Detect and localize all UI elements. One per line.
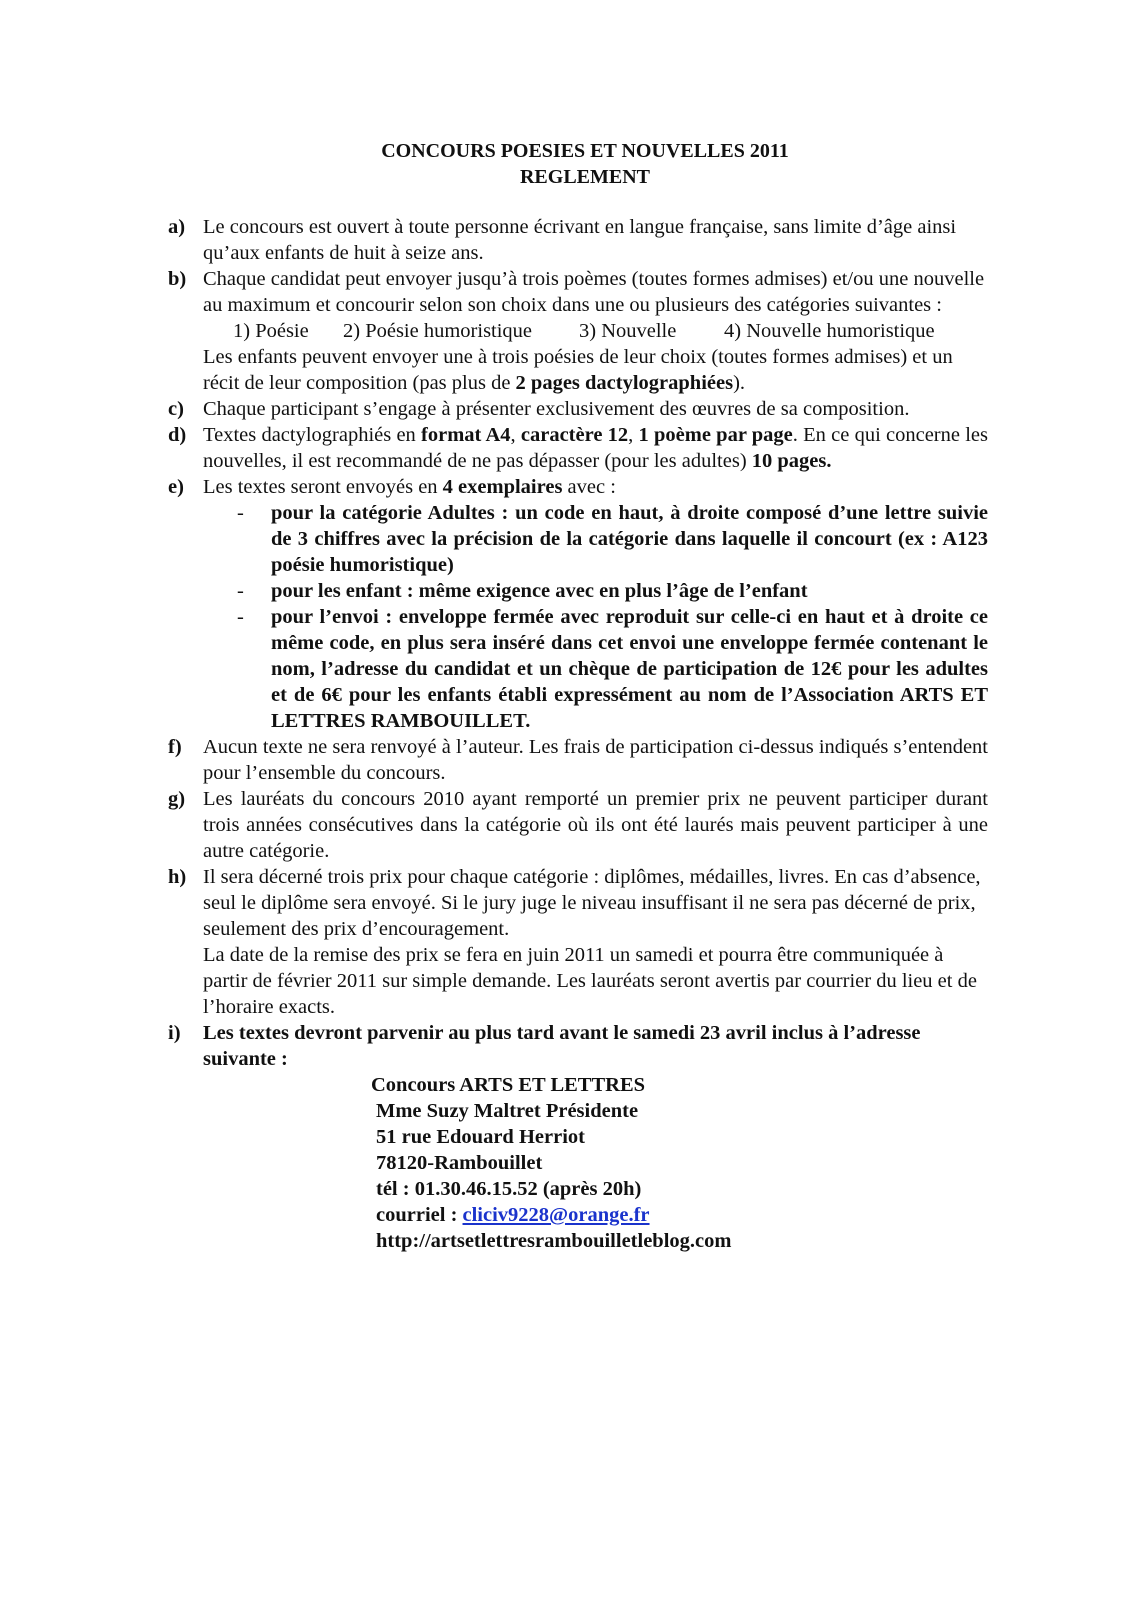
text-part: Textes dactylographiés en (203, 424, 416, 446)
text-part: . En ce qui concerne les nouvelles, il est recommandé de ne pas dépasser (pour les adultes) (203, 424, 988, 472)
poem-per-page-bold: 1 poème par page (638, 424, 793, 446)
rule-label: h) (168, 866, 187, 888)
bullet-item (203, 604, 988, 734)
rule-b (168, 266, 988, 396)
rule-text: Chaque participant s’engage à présenter exclusivement des œuvres de sa composition. (203, 398, 910, 420)
rule-label: a) (168, 216, 186, 238)
rule-text: Les lauréats du concours 2010 ayant remporté un premier prix ne peuvent participer durant trois années consécutives dans la catégorie où ils ont été laurés mais peuvent participer à une autre catégorie. (203, 788, 988, 862)
rule-a (168, 214, 988, 266)
rule-text: Le concours est ouvert à toute personne écrivant en langue française, sans limite d’âge ainsi qu’aux enfants de huit à seize ans. (203, 216, 957, 264)
children-bold: 2 pages dactylographiées (515, 372, 734, 394)
rule-label: i) (168, 1022, 181, 1044)
email-line (371, 1202, 988, 1228)
document-subtitle: REGLEMENT (519, 166, 651, 188)
rule-text: Il sera décerné trois prix pour chaque catégorie : diplômes, médailles, livres. En cas d’absence, seul le diplôme sera envoyé. Si le jury juge le niveau insuffisant il ne sera pas décerné de prix, seulement des prix d’encouragement. (203, 866, 981, 940)
dash-marker: - (237, 502, 244, 524)
rule-g (168, 786, 988, 864)
comma: , (628, 424, 634, 446)
category-list (203, 318, 988, 344)
email-label: courriel : (376, 1204, 458, 1226)
category-item: 4) Nouvelle humoristique (724, 320, 935, 342)
email-link[interactable]: cliciv9228@orange.fr (462, 1204, 650, 1226)
copies-bold: 4 exemplaires (442, 476, 563, 498)
website-line: http://artsetlettresrambouilletleblog.com (376, 1230, 732, 1252)
rule-h (168, 864, 988, 1020)
dash-marker: - (237, 606, 244, 628)
rule-label: f) (168, 736, 182, 758)
rule-i (168, 1020, 988, 1254)
rule-text: Chaque candidat peut envoyer jusqu’à trois poèmes (toutes formes admises) et/ou une nouvelle au maximum et concourir selon son choix dans une ou plusieurs des catégories suivantes : (203, 268, 985, 316)
rule-label: d) (168, 424, 187, 446)
rule-label: g) (168, 788, 186, 810)
rule-d (168, 422, 988, 474)
rule-f (168, 734, 988, 786)
comma: , (510, 424, 516, 446)
rule-text: Les textes devront parvenir au plus tard avant le samedi 23 avril inclus à l’adresse suivante : (203, 1022, 921, 1070)
bullet-text: pour l’envoi : enveloppe fermée avec reproduit sur celle-ci en haut et à droite ce même code, en plus sera inséré dans cet envoi une enveloppe fermée contenant le nom, l’adresse du candidat et un chèque de participation de 12€ pour les adultes et de 6€ pour les enfants établi expressément au nom de l’Association ARTS ET LETTRES RAMBOUILLET. (271, 606, 988, 732)
children-end: ). (733, 372, 746, 394)
rule-text (203, 422, 988, 474)
bullet-item (203, 578, 988, 604)
rules-list (168, 214, 988, 1254)
format-bold: format A4 (421, 424, 511, 446)
rule-label: e) (168, 476, 184, 498)
text-part: Les textes seront envoyés en (203, 476, 438, 498)
dash-marker: - (237, 580, 244, 602)
rule-c (168, 396, 988, 422)
bullet-text: pour les enfant : même exigence avec en plus l’âge de l’enfant (271, 580, 808, 602)
bullet-text: pour la catégorie Adultes : un code en haut, à droite composé d’une lettre suivie de 3 chiffres avec la précision de la catégorie dans laquelle il concourt (ex : A123 poésie humoristique) (271, 502, 988, 576)
category-item: 2) Poésie humoristique (343, 320, 533, 342)
postal-address (203, 1072, 988, 1254)
rule-e (168, 474, 988, 734)
address-line: Concours ARTS ET LETTRES (371, 1074, 646, 1096)
pages-bold: 10 pages. (751, 450, 832, 472)
category-item: 3) Nouvelle (579, 320, 677, 342)
rule-label: c) (168, 398, 184, 420)
rule-text-date: La date de la remise des prix se fera en juin 2011 un samedi et pourra être communiquée à partir de février 2011 sur simple demande. Les lauréats seront avertis par courrier du lieu et de l’horaire exacts. (203, 944, 977, 1018)
rule-text (203, 474, 988, 500)
document-title: CONCOURS POESIES ET NOUVELLES 2011 (381, 140, 789, 162)
address-line: Mme Suzy Maltret Présidente (376, 1100, 639, 1122)
address-line: tél : 01.30.46.15.52 (après 20h) (376, 1178, 642, 1200)
children-text (203, 344, 988, 396)
address-line: 51 rue Edouard Herriot (376, 1126, 585, 1148)
text-part: avec : (567, 476, 616, 498)
rule-text: Aucun texte ne sera renvoyé à l’auteur. Les frais de participation ci-dessus indiqués s’entendent pour l’ensemble du concours. (203, 736, 988, 784)
rule-label: b) (168, 268, 187, 290)
font-size-bold: caractère 12 (520, 424, 629, 446)
bullet-item (203, 500, 988, 578)
children-text-part: Les enfants peuvent envoyer une à trois poésies de leur choix (toutes formes admises) et un récit de leur composition (pas plus de (203, 346, 953, 394)
category-item: 1) Poésie (233, 320, 309, 342)
address-line: 78120-Rambouillet (376, 1152, 543, 1174)
